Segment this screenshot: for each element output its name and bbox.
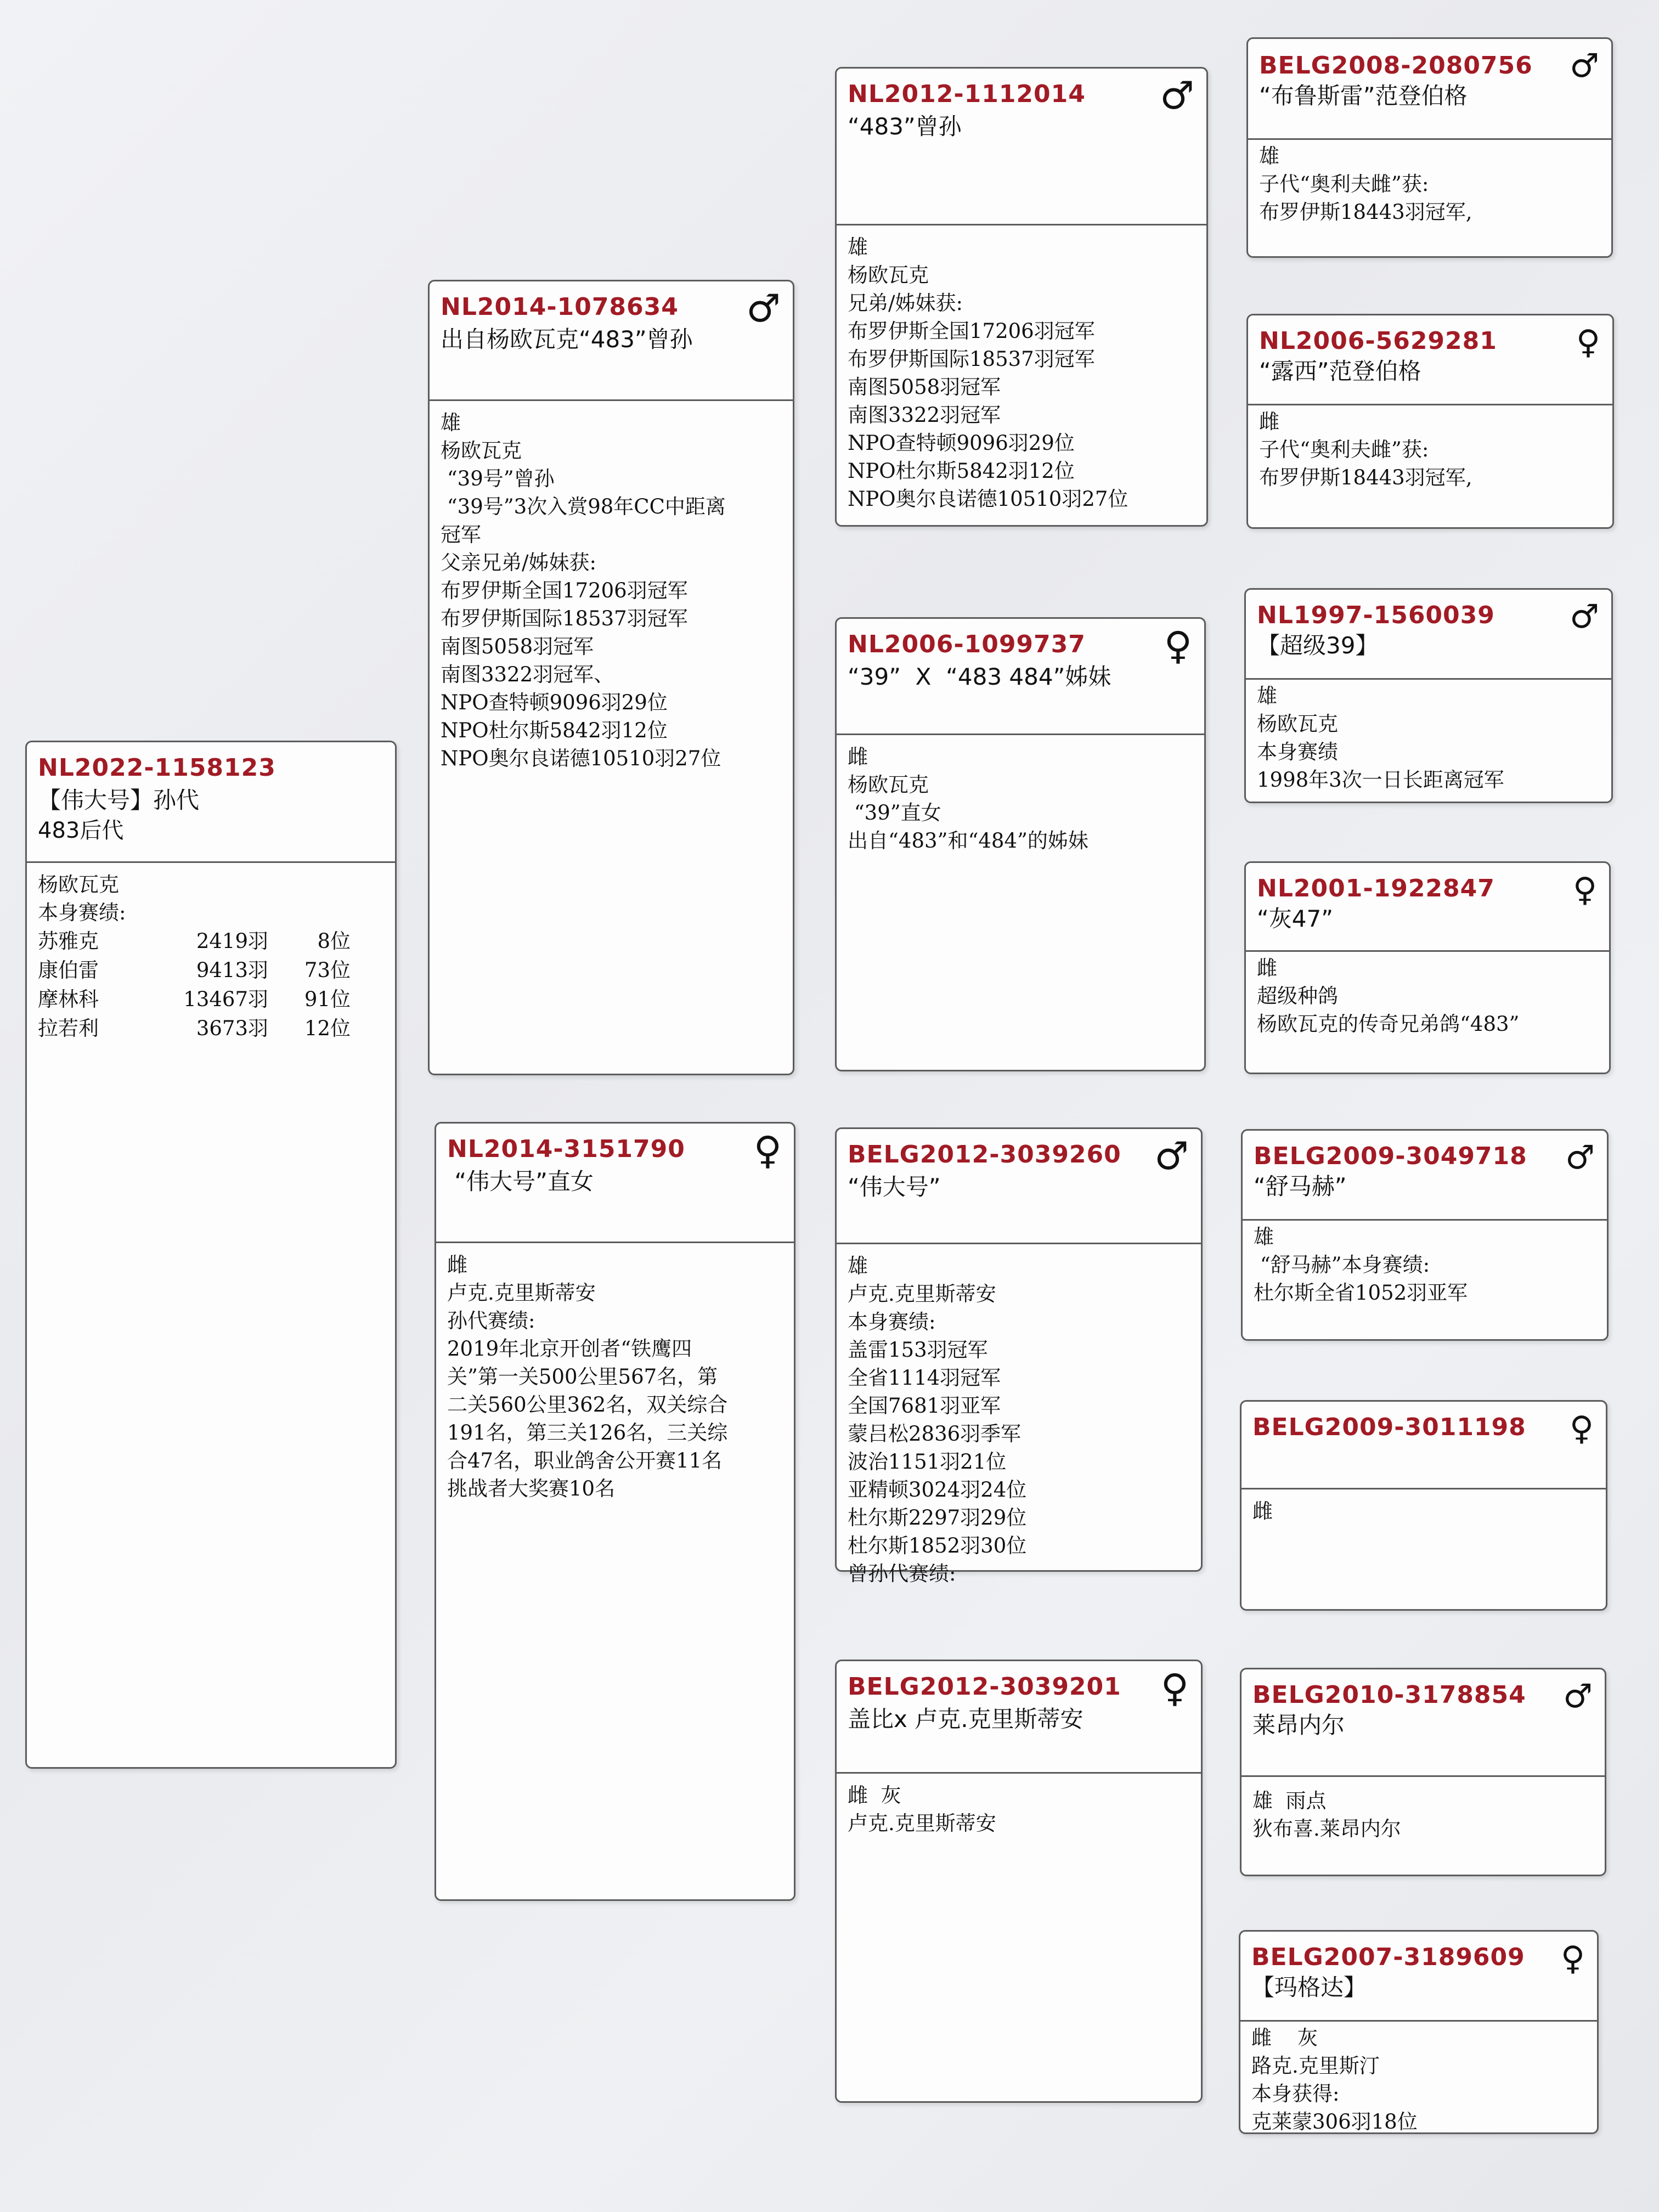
info-line: 亚精顿3024羽24位 [848, 1478, 1027, 1502]
info-line: 南图5058羽冠军 [848, 375, 1001, 399]
pigeon-ring-number: BELG2008-2080756 [1259, 52, 1533, 80]
ddd-card [1239, 1930, 1599, 2134]
info-line: 雌 灰 [1251, 2026, 1318, 2050]
info-line: 子代“奥利夫雌”获: [1259, 172, 1429, 196]
pigeon-ring-number: BELG2009-3049718 [1254, 1142, 1527, 1170]
pigeon-ring-number: NL2014-1078634 [441, 293, 679, 321]
subject-card-header [27, 742, 395, 863]
info-line: 卢克.克里斯蒂安 [848, 1282, 996, 1306]
sss-card [1246, 37, 1613, 258]
pigeon-ring-number: BELG2012-3039260 [848, 1141, 1121, 1169]
pigeon-name: 莱昂内尔 [1252, 1712, 1345, 1739]
card-body [1246, 952, 1609, 1038]
card-header [1248, 315, 1612, 405]
pigeon-name: 【玛格达】 [1251, 1974, 1367, 2001]
card-body [837, 1244, 1201, 1588]
info-line: 挑战者大奖赛10名 [447, 1477, 616, 1500]
card-body [1243, 1221, 1607, 1307]
pigeon-ring-number: BELG2007-3189609 [1251, 1943, 1525, 1971]
info-line: 杨欧瓦克 [441, 439, 522, 462]
info-line: 南图3322羽冠军、 [441, 663, 614, 686]
info-line: 雄 雨点 [1252, 1789, 1327, 1813]
card-body [837, 735, 1204, 855]
card-body [1242, 1489, 1606, 1525]
info-line: 杨欧瓦克的传奇兄弟鸽“483” [1257, 1012, 1520, 1036]
info-line: 2019年北京开创者“铁鹰四 [447, 1337, 692, 1361]
pigeon-name: “露西”范登伯格 [1259, 358, 1421, 385]
info-line: 孙代赛绩: [447, 1309, 535, 1333]
info-line: 布罗伊斯国际18537羽冠军 [441, 607, 688, 630]
male-icon: ♂ [746, 286, 781, 331]
info-line: 波治1151羽21位 [848, 1450, 1007, 1474]
info-line: 杜尔斯2297羽29位 [848, 1506, 1027, 1530]
pigeon-name: 【伟大号】孙代 [38, 787, 200, 814]
sire-dam-card [835, 617, 1206, 1071]
pigeon-name: “伟大号”直女 [447, 1168, 594, 1195]
pigeon-ring-number: NL2001-1922847 [1257, 874, 1495, 902]
info-line: 关”第一关500公里567名，第 [447, 1365, 718, 1389]
pigeon-name: 【超级39】 [1257, 632, 1379, 659]
pigeon-name: “舒马赫” [1254, 1173, 1347, 1200]
dsd-card [1240, 1400, 1607, 1611]
male-icon: ♂ [1160, 73, 1194, 118]
card-body [430, 401, 793, 772]
breeder: 杨欧瓦克 [38, 873, 119, 896]
race-birds: 13467羽 [183, 988, 268, 1011]
race-place: 91位 [304, 988, 351, 1011]
female-icon: ♀ [1573, 871, 1597, 909]
info-line: 杜尔斯1852羽30位 [848, 1534, 1027, 1558]
info-line: “39号”曾孙 [441, 467, 555, 490]
race-birds: 3673羽 [196, 1017, 268, 1040]
info-line: 曾孙代赛绩: [848, 1562, 956, 1585]
info-line: 布罗伊斯18443羽冠军, [1259, 466, 1472, 489]
race-birds: 9413羽 [196, 958, 268, 982]
info-line: 雄 [848, 235, 868, 259]
info-line: NPO杜尔斯5842羽12位 [848, 459, 1075, 483]
card-header [837, 1129, 1201, 1244]
pigeon-ring-number: NL2006-1099737 [848, 630, 1086, 658]
info-line: “39号”3次入赏98年CC中距离 [441, 495, 726, 518]
subject-card [25, 741, 397, 1769]
male-icon: ♂ [1565, 1138, 1595, 1177]
info-line: 雄 [1259, 144, 1279, 168]
info-line: 雄 [1257, 684, 1277, 708]
pigeon-ring-number: BELG2009-3011198 [1252, 1413, 1526, 1441]
info-line: 狄布喜.莱昂内尔 [1252, 1817, 1401, 1841]
pigeon-name: 盖比x 卢克.克里斯蒂安 [848, 1706, 1084, 1733]
info-line: 杨欧瓦克 [1257, 712, 1338, 736]
male-icon: ♂ [1570, 597, 1599, 636]
info-line: 杨欧瓦克 [848, 773, 929, 797]
card-body [1248, 405, 1612, 492]
info-line: 雄 [441, 411, 461, 435]
ssd-card [1246, 314, 1614, 529]
info-line: 克莱蒙306羽18位 [1251, 2110, 1418, 2134]
info-line: 卢克.克里斯蒂安 [848, 1812, 996, 1835]
pigeon-subtitle: 483后代 [38, 818, 124, 843]
record-label: 本身赛绩: [38, 901, 126, 924]
info-line: 杜尔斯全省1052羽亚军 [1254, 1281, 1468, 1305]
info-line: 南图3322羽冠军 [848, 403, 1001, 427]
race-result-row [38, 985, 384, 1014]
race-name: 康伯雷 [38, 958, 99, 982]
dam-dam-card [835, 1660, 1203, 2103]
female-icon: ♀ [1164, 623, 1192, 668]
info-line: 布罗伊斯全国17206羽冠军 [441, 579, 688, 602]
card-header [1242, 1669, 1605, 1777]
info-line: 全省1114羽冠军 [848, 1366, 1001, 1390]
female-icon: ♀ [753, 1128, 782, 1173]
race-place: 12位 [304, 1017, 351, 1040]
sire-sire-card [835, 67, 1208, 527]
female-icon: ♀ [1561, 1939, 1585, 1978]
info-line: NPO奥尔良诺德10510羽27位 [848, 487, 1128, 511]
info-line: 本身赛绩 [1257, 740, 1338, 764]
info-line: “舒马赫”本身赛绩: [1254, 1253, 1430, 1277]
pigeon-name: 出自杨欧瓦克“483”曾孙 [441, 326, 693, 353]
dds-card [1240, 1668, 1606, 1876]
pigeon-name: “483”曾孙 [848, 113, 962, 140]
info-line: 布罗伊斯18443羽冠军, [1259, 200, 1472, 224]
male-icon: ♂ [1154, 1133, 1189, 1178]
info-line: 雄 [848, 1254, 868, 1278]
card-body [837, 225, 1206, 513]
pigeon-ring-number: NL2006-5629281 [1259, 327, 1497, 355]
female-icon: ♀ [1160, 1666, 1189, 1711]
card-body [1246, 680, 1611, 794]
card-header [837, 69, 1206, 225]
subject-card-body [27, 863, 395, 1043]
info-line: 盖雷153羽冠军 [848, 1338, 988, 1362]
race-name: 摩林科 [38, 988, 99, 1011]
card-header [1246, 863, 1609, 952]
male-icon: ♂ [1563, 1677, 1593, 1716]
info-line: 1998年3次一日长距离冠军 [1257, 768, 1504, 792]
card-body [837, 1774, 1201, 1837]
info-line: 蒙吕松2836羽季军 [848, 1422, 1022, 1446]
info-line: 超级种鸽 [1257, 984, 1338, 1008]
dam-card [435, 1122, 795, 1901]
race-name: 拉若利 [38, 1017, 99, 1040]
sds-card [1244, 588, 1613, 803]
card-header [1248, 39, 1611, 140]
card-header [1243, 1131, 1607, 1221]
card-body [1240, 2022, 1597, 2136]
info-line: 雌 [848, 745, 868, 769]
info-line: 父亲兄弟/姊妹获: [441, 551, 596, 574]
race-result-row [38, 927, 384, 956]
info-line: NPO查特顿9096羽29位 [848, 431, 1075, 455]
card-header [1246, 590, 1611, 680]
card-body [436, 1243, 794, 1503]
info-line: 雌 灰 [848, 1784, 901, 1807]
card-body [1242, 1777, 1605, 1843]
info-line: 合47名，职业鸽舍公开赛11名 [447, 1449, 723, 1472]
info-line: 南图5058羽冠军 [441, 635, 594, 658]
info-line: 雌 [1257, 956, 1277, 980]
info-line: NPO查特顿9096羽29位 [441, 691, 668, 714]
info-line: 雌 [1259, 410, 1279, 433]
dam-sire-card [835, 1127, 1203, 1585]
card-header [1240, 1932, 1597, 2022]
info-line: 雌 [447, 1253, 467, 1277]
card-header [837, 619, 1204, 735]
info-line: 卢克.克里斯蒂安 [447, 1281, 596, 1305]
card-header [1242, 1402, 1606, 1489]
male-icon: ♂ [1570, 47, 1599, 85]
pigeon-ring-number: NL1997-1560039 [1257, 601, 1495, 629]
pigeon-ring-number: NL2022-1158123 [38, 754, 276, 782]
sire-card [428, 280, 794, 1075]
dss-card [1241, 1129, 1609, 1341]
female-icon: ♀ [1570, 1409, 1594, 1448]
info-line: 出自“483”和“484”的姊妹 [848, 829, 1088, 853]
info-line: 雄 [1254, 1225, 1274, 1249]
info-line: NPO奥尔良诺德10510羽27位 [441, 747, 721, 770]
info-line: 布罗伊斯国际18537羽冠军 [848, 347, 1095, 371]
pigeon-ring-number: NL2012-1112014 [848, 80, 1086, 108]
info-line: 雌 [1252, 1499, 1273, 1523]
info-line: 全国7681羽亚军 [848, 1394, 1001, 1418]
info-line: 191名，第三关126名，三关综 [447, 1421, 728, 1444]
race-name: 苏雅克 [38, 929, 99, 953]
info-line: 兄弟/姊妹获: [848, 291, 963, 315]
info-line: 本身赛绩: [848, 1310, 936, 1334]
info-line: 二关560公里362名，双关综合 [447, 1393, 728, 1417]
race-place: 73位 [304, 958, 351, 982]
info-line: 本身获得: [1251, 2082, 1340, 2106]
info-line: 子代“奥利夫雌”获: [1259, 438, 1429, 461]
info-line: “39”直女 [848, 801, 941, 825]
race-place: 8位 [317, 929, 351, 953]
card-header [430, 281, 793, 401]
pigeon-ring-number: NL2014-3151790 [447, 1135, 685, 1163]
pigeon-name: “灰47” [1257, 905, 1333, 932]
pigeon-name: “伟大号” [848, 1173, 941, 1200]
female-icon: ♀ [1576, 323, 1600, 362]
card-header [436, 1124, 794, 1243]
pigeon-name: “布鲁斯雷”范登伯格 [1259, 82, 1468, 109]
race-result-row [38, 1014, 384, 1043]
sdd-card [1244, 861, 1611, 1074]
pigeon-ring-number: BELG2012-3039201 [848, 1673, 1121, 1701]
info-line: 布罗伊斯全国17206羽冠军 [848, 319, 1095, 343]
race-birds: 2419羽 [196, 929, 268, 953]
card-body [1248, 140, 1611, 226]
card-header [837, 1661, 1201, 1774]
info-line: 杨欧瓦克 [848, 263, 929, 287]
info-line: 路克.克里斯汀 [1251, 2054, 1380, 2078]
pigeon-name: “39” X “483 484”姊妹 [848, 663, 1111, 690]
race-result-row [38, 956, 384, 985]
info-line: NPO杜尔斯5842羽12位 [441, 719, 668, 742]
info-line: 冠军 [441, 523, 481, 546]
pigeon-ring-number: BELG2010-3178854 [1252, 1681, 1526, 1709]
